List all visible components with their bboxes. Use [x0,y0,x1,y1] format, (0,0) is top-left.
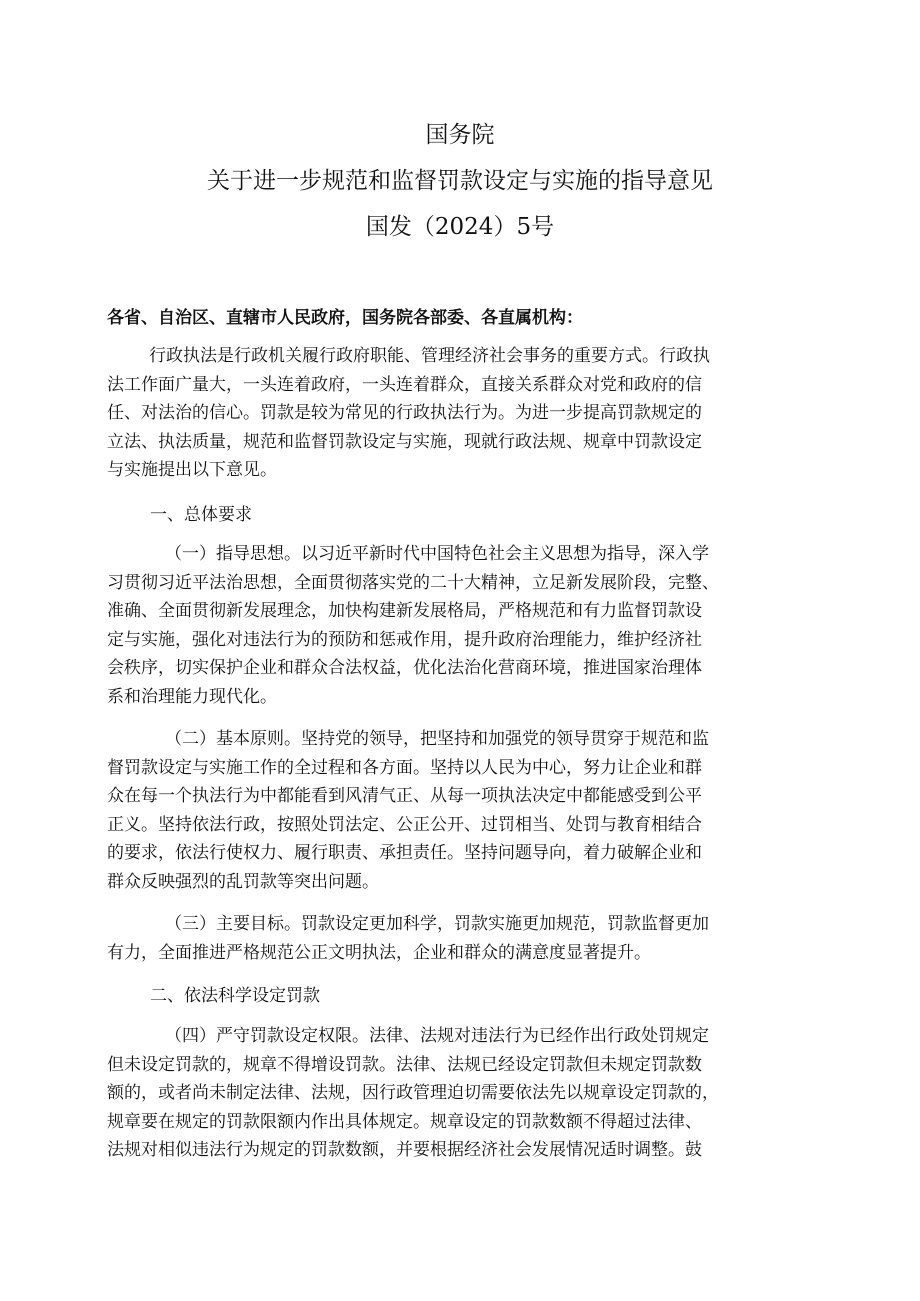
intro-paragraph [107,342,819,485]
salutation: 各省、自治区、直辖市人民政府，国务院各部委、各直属机构： [107,308,583,328]
paragraph-main-goals [107,910,819,967]
section2-heading: 二、依法科学设定罚款 [150,986,320,1006]
paragraph-line: 会秩序，切实保护企业和群众合法权益，优化法治化营商环境，推进国家治理体 [107,658,702,678]
intro-line: 任、对法治的信心。罚款是较为常见的行政执法行为。为进一步提高罚款规定的 [107,403,702,423]
paragraph-line: （三）主要目标。罚款设定更加科学，罚款实施更加规范，罚款监督更加 [165,914,709,934]
paragraph-line: 众在每一个执法行为中都能看到风清气正、从每一项执法决定中都能感受到公平 [107,786,702,806]
intro-line: 行政执法是行政机关履行政府职能、管理经济社会事务的重要方式。行政执 [149,346,710,366]
paragraph-line: 系和治理能力现代化。 [107,686,277,707]
paragraph-line: 有力，全面推进严格规范公正文明执法，企业和群众的满意度显著提升。 [107,942,651,963]
issuer-title: 国务院 [425,122,495,148]
paragraph-line: （二）基本原则。坚持党的领导，把坚持和加强党的领导贯穿于规范和监 [165,729,709,749]
paragraph-fine-setting-authority [107,1022,819,1165]
paragraph-basic-principles [107,725,819,896]
paragraph-line: 的要求，依法行使权力、履行职责、承担责任。坚持问题导向，着力破解企业和 [107,843,702,863]
paragraph-line: 但未设定罚款的，规章不得增设罚款。法律、法规已经设定罚款但未规定罚款数 [107,1054,702,1075]
paragraph-line: 群众反映强烈的乱罚款等突出问题。 [107,871,379,892]
paragraph-line: 法规对相似违法行为规定的罚款数额，并要根据经济社会发展情况适时调整。鼓 [107,1140,702,1160]
paragraph-line: （一）指导思想。以习近平新时代中国特色社会主义思想为指导，深入学 [165,544,709,564]
paragraph-line: 定与实施，强化对违法行为的预防和惩戒作用，提升政府治理能力，维护经济社 [107,629,702,650]
paragraph-line: 正义。坚持依法行政，按照处罚法定、公正公开、过罚相当、处罚与教育相结合 [107,814,702,835]
intro-line: 与实施提出以下意见。 [107,460,277,480]
paragraph-line: （四）严守罚款设定权限。法律、法规对违法行为已经作出行政处罚规定 [165,1026,709,1046]
paragraph-line: 准确、全面贯彻新发展理念，加快构建新发展格局，严格规范和有力监督罚款设 [107,601,702,621]
paragraph-line: 督罚款设定与实施工作的全过程和各方面。坚持以人民为中心，努力让企业和群 [107,757,702,778]
paragraph-line: 规章要在规定的罚款限额内作出具体规定。规章设定的罚款数额不得超过法律、 [107,1111,702,1132]
document-title: 关于进一步规范和监督罚款设定与实施的指导意见 [207,168,713,194]
paragraph-line: 习贯彻习近平法治思想，全面贯彻落实党的二十大精神，立足新发展阶段，完整、 [107,572,719,593]
intro-line: 法工作面广量大，一头连着政府，一头连着群众，直接关系群众对党和政府的信 [107,374,702,395]
section1-heading: 一、总体要求 [150,505,252,525]
paragraph-guiding-thought [107,540,819,711]
intro-line: 立法、执法质量，规范和监督罚款设定与实施，现就行政法规、规章中罚款设定 [107,431,702,452]
paragraph-line: 额的，或者尚未制定法律、法规，因行政管理迫切需要依法先以规章设定罚款的， [107,1083,719,1103]
document-number: 国发（2024）5号 [365,214,555,240]
